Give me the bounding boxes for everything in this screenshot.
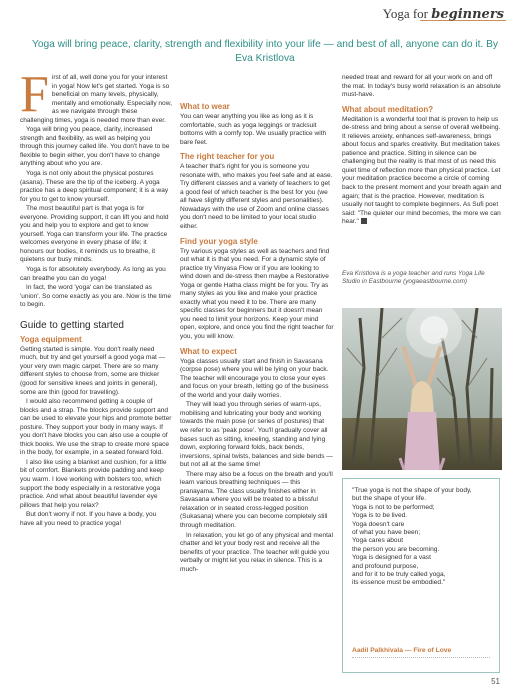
intro-paragraph: Yoga is not only about the physical postures (asana). These are the tip of the iceberg. A yoga practice has a deep spiritual component; it is a way for you to get to know yourself.	[20, 170, 169, 203]
quote-line: and for it to be truly called yoga,	[352, 571, 446, 579]
intro-paragraph: Yoga is for absolutely everybody. As long as you can breathe you can do yoga!	[20, 266, 166, 282]
column-3	[342, 74, 502, 228]
intro-first-paragraph: irst of all, well done you for your interest in yoga! Now let's get started. Yoga is so beneficial on many levels, physically, mentally and emotionally. Especially now, as we navigate through these challenging times, yoga is needed more than ever.	[20, 74, 172, 124]
style-heading: Find your yoga style	[180, 236, 258, 246]
photo-caption: Eva Kristlova is a yoga teacher and runs Yoga Life Studio in Eastbourne (yogaeastbourne.com)	[342, 270, 485, 286]
intro-paragraph: The most beautiful part is that yoga is for everyone. Providing support, it can lift you and hold you and help you to explore and get to know yourself. Yoga can transform your life. The practice welcomes everyone in every phase of life; it honours our bodies, it reminds us to breathe, it quietens our busy minds.	[20, 205, 169, 264]
quote-author: Aadil Palkhivala — Fire of Love	[352, 647, 452, 654]
expect-paragraph: There may also be a focus on the breath and you'll learn various breathing techniques — this pranayama. The class usually finishes either in Savasana where you will be treated to a blissful relaxation or in seated cross-legged position (Sukasana) where you can become completely still through meditation.	[180, 470, 333, 529]
equipment-paragraph: Getting started is simple. You don't really need much, but try and get yourself a good yoga mat — your very own magic carpet. There are so many different styles to choose from, some are thicker (good for sensitive knees and joints in general), some are thin (good for travelling).	[20, 345, 166, 396]
page-number: 51	[491, 677, 500, 686]
intro-paragraph: In fact, the word 'yoga' can be translated as 'union'. So come exactly as you are. Now is the time to begin.	[20, 284, 171, 309]
quote-line: Yoga is not to be performed;	[352, 503, 435, 511]
quote-line: Yoga doesn't care	[352, 520, 405, 528]
guide-heading: Guide to getting started	[20, 319, 124, 331]
quote-line: the person you are becoming.	[352, 545, 440, 553]
standfirst: Yoga will bring peace, clarity, strength and flexibility into your life — and best of all, anyone can do it. By Eva Kristlova	[31, 39, 499, 64]
expect-heading: What to expect	[180, 346, 237, 356]
quote-line: Yoga cares about	[352, 537, 404, 545]
expect-paragraph: Yoga classes usually start and finish in Savasana (corpse pose) where you will be lying on your back. The teacher will encourage you to close your eyes and focus on your breath, letting go of the business of the world and your daily worries.	[180, 357, 329, 399]
teacher-paragraph: A teacher that's right for you is someone you resonate with, who makes you feel safe and at ease. Try different classes and a variety of teachers to get a good feel of which teacher is the best for you (we all have slightly different styles and personalities). Nowadays with the use of Zoom and online classes you don't need to be limited to your local studio either.	[180, 163, 333, 231]
equipment-paragraph: I would also recommend getting a couple of blocks and a strap. The blocks provide support and can be used to elevate your hips and promote better posture. They support your body in many ways. If you don't have blocks you can also use a couple of thick books. We use the strap to create more space in the body, for example, in a seated forward fold.	[20, 398, 172, 457]
quote-line: and profound purpose,	[352, 562, 419, 570]
pull-quote	[342, 478, 500, 673]
meditation-text: Meditation is a wonderful tool that is proven to help us de-stress and bring about a sense of overall wellbeing. It relieves anxiety, enhances self-awareness, brings about focus and sparks creativity. But meditation takes patience and practice. Sitting in silence can be challenging but the reality is that most of us need this quiet time of reflection more than physical practice. Let your meditation practice become a circle of coming back to the present moment and your breath again and again; that is the practice. However, meditation is usually not taught to complete beginners. As Sufi poet said: "The quieter our mind becomes, the more we can hear."	[342, 115, 502, 226]
quote-line: of what you have been;	[352, 529, 421, 537]
end-mark-icon	[361, 218, 367, 224]
wear-paragraph: You can wear anything you like as long as it is comfortable, such as yoga leggings or tracksuit bottoms with a comfy top. We usually practice with bare feet.	[180, 113, 327, 146]
header-script: beginners	[431, 7, 504, 22]
expect-paragraph: They will lead you through series of warm-ups, mobilising and lubricating your body and working towards the main pose (or series of postures) that we refer to as 'peak pose'. You'll gradually cover all bases such as sitting, kneeling, standing and lying down, exploring forward folds, back bends, inversions, spinal twists, balances and side bends — but not all at the same time!	[180, 401, 333, 469]
header-prefix: Yoga for	[382, 6, 429, 21]
equipment-paragraph: But don't worry if not. If you have a body, you have all you need to practice yoga!	[20, 511, 157, 527]
wear-heading: What to wear	[180, 102, 230, 111]
quote-line: "True yoga is not the shape of your body,	[352, 487, 472, 494]
intro-block	[20, 66, 172, 125]
meditation-heading: What about meditation?	[342, 104, 434, 114]
equipment-heading: Yoga equipment	[20, 334, 82, 344]
relaxation-continued: needed treat and reward for all your work on and off the mat. In today's busy world relaxation is an absolute must-have.	[342, 74, 501, 99]
quote-line: its essence must be embodied."	[352, 579, 446, 587]
yoga-photo-illustration	[342, 308, 502, 470]
intro-paragraph: Yoga will bring you peace, clarity, increased strength and flexibility, as well as helping you through this journey called life. You don't have to be flexible to begin either, you don't have to change anything about who you are.	[20, 126, 170, 168]
quote-line: but the shape of your life.	[352, 495, 427, 503]
teacher-heading: The right teacher for you	[180, 152, 275, 162]
quote-line: Yoga is to be lived.	[352, 512, 408, 520]
quote-line: Yoga is designed for a vast	[352, 554, 431, 562]
section-header	[383, 6, 504, 22]
column-2	[180, 102, 334, 575]
yoga-photo	[342, 308, 502, 470]
style-paragraph: Try various yoga styles as well as teachers and find out what it is that you need. For a dynamic style of practice try Vinyasa Flow or if you are looking to wind down and de-stress then maybe a Restorative Yoga or gentle Hatha class might be for you. Try as many styles as you like and make your practice exactly what you need it to be. There are many specific classes for beginners but it doesn't mean you need to limit your horizons. Keep your mind open, explore, and once you find the right teacher for you, you will know.	[180, 247, 334, 341]
meditation-paragraph	[342, 116, 502, 227]
equipment-paragraph: I also like using a blanket and cushion, for a little bit of comfort. Blankets provide padding and keep you warm. I love working with bolsters too, which support the body especially in a restorative yoga practice. And what about beautiful lavender eye pillows that help you relax?	[20, 458, 167, 509]
drop-cap: F	[20, 66, 49, 123]
column-1	[20, 66, 172, 529]
quote-divider	[352, 657, 490, 658]
expect-paragraph: In relaxation, you let go of any physical and mental chatter and let your body rest and receive all the benefits of your practice. The teacher will guide you verbally or might let you relax in silence. This is a much-	[180, 531, 334, 573]
